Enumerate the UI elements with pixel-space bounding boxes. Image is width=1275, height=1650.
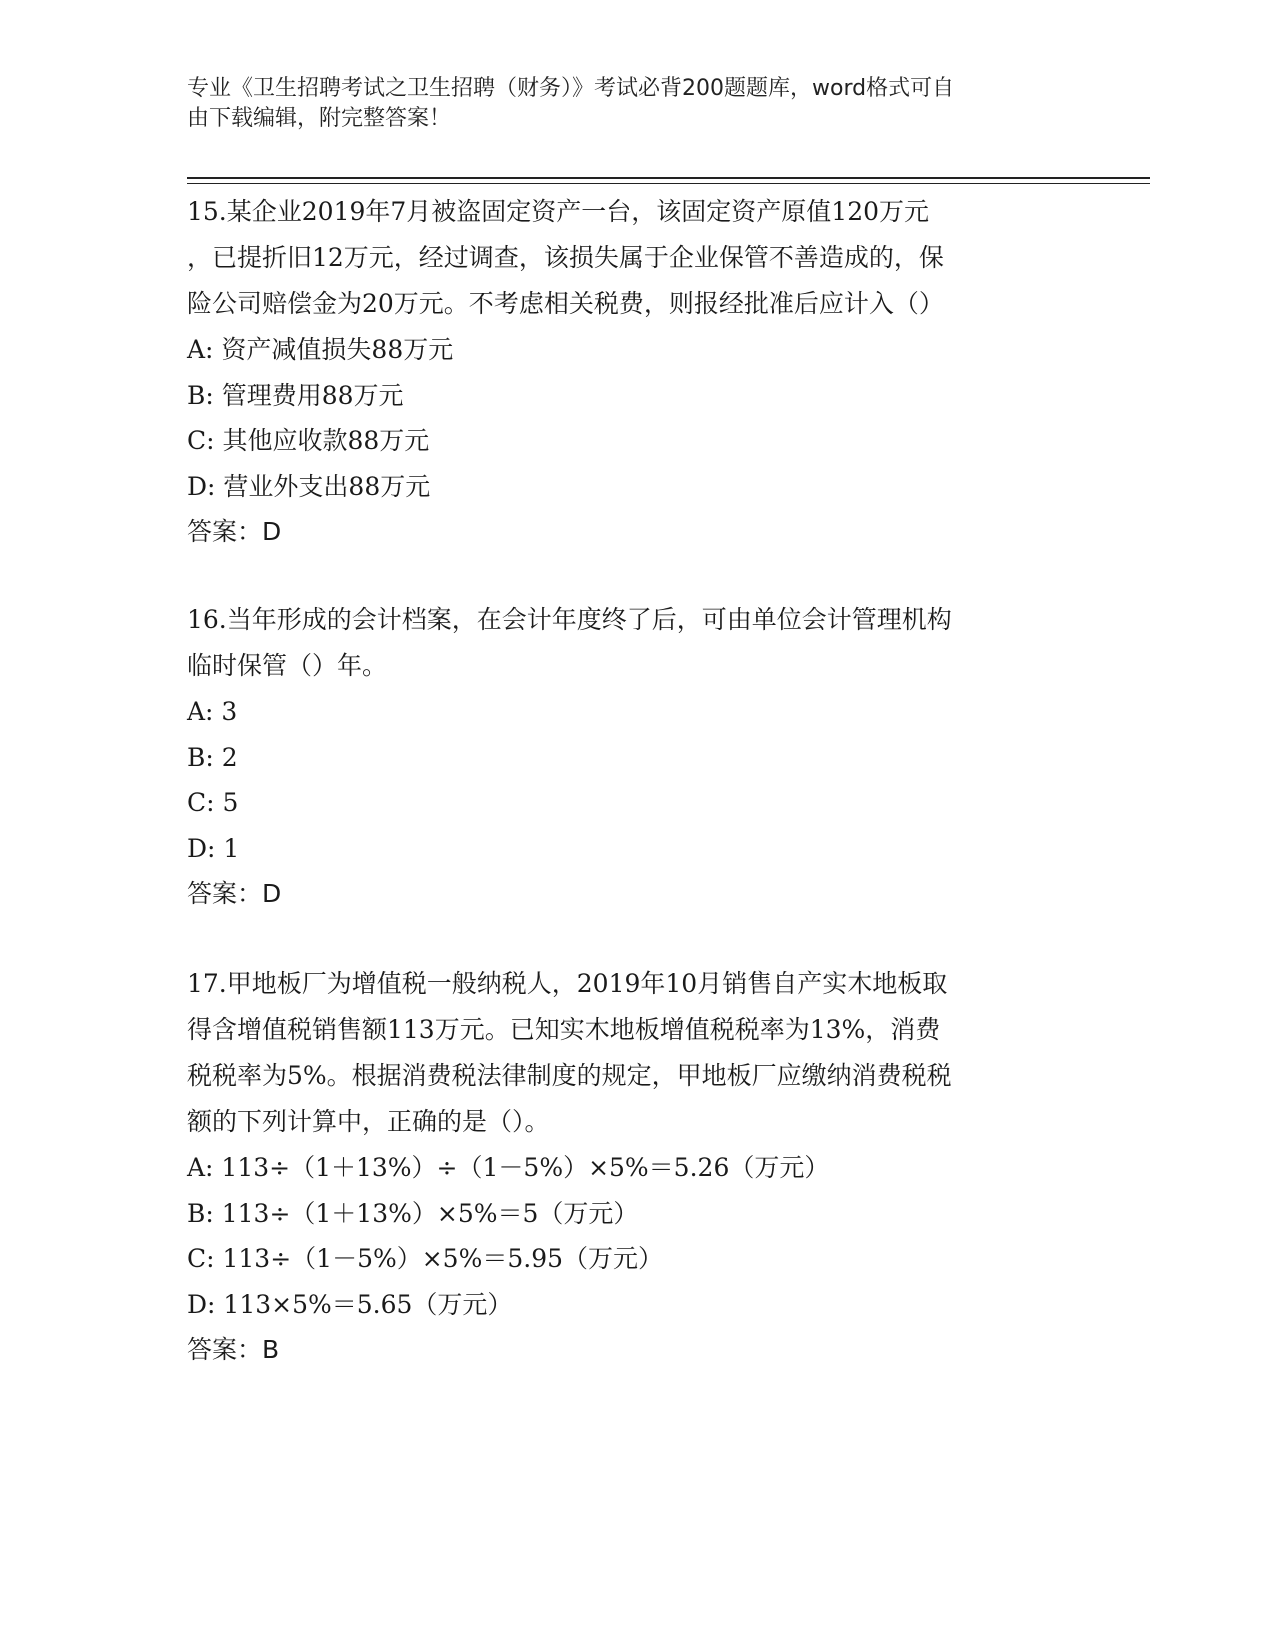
option-d: D: 1 [187,833,240,863]
answer-label: 答案：D [187,879,282,908]
question-16 [187,597,1087,917]
option-a: A: 113÷（1＋13%）÷（1－5%）×5%＝5.26（万元） [187,1153,830,1182]
question-stem-line: 17.甲地板厂为增值税一般纳税人，2019年10月销售自产实木地板取 [187,969,948,998]
option-a: A: 3 [187,697,238,726]
question-stem-line: 15.某企业2019年7月被盗固定资产一台，该固定资产原值120万元 [187,197,930,226]
answer-label: 答案：B [187,1335,280,1364]
header-divider-thick [187,177,1150,179]
question-stem-line: 16.当年形成的会计档案，在会计年度终了后，可由单位会计管理机构 [187,605,952,634]
question-stem-line: ，已提折旧12万元，经过调查，该损失属于企业保管不善造成的，保 [187,243,944,272]
question-stem-line: 险公司赔偿金为20万元。不考虑相关税费，则报经批准后应计入（） [187,289,944,318]
option-d: D: 113×5%＝5.65（万元） [187,1289,513,1319]
header-line-2: 由下载编辑，附完整答案！ [187,106,452,131]
question-stem-line: 额的下列计算中，正确的是（）。 [187,1107,550,1136]
option-c: C: 其他应收款88万元 [187,426,430,455]
question-stem-line: 得含增值税销售额113万元。已知实木地板增值税税率为13%，消费 [187,1015,941,1044]
option-d: D: 营业外支出88万元 [187,471,431,501]
question-15 [187,189,1087,555]
question-stem-line: 税税率为5%。根据消费税法律制度的规定，甲地板厂应缴纳消费税税 [187,1061,952,1090]
option-a: A: 资产减值损失88万元 [187,335,454,364]
header-divider-thin [187,183,1150,184]
question-17 [187,961,1087,1373]
option-b: B: 2 [187,742,238,772]
answer-label: 答案：D [187,517,282,546]
option-c: C: 113÷（1－5%）×5%＝5.95（万元） [187,1244,664,1273]
option-c: C: 5 [187,788,239,817]
option-b: B: 113÷（1＋13%）×5%＝5（万元） [187,1198,639,1228]
option-b: B: 管理费用88万元 [187,380,404,410]
header-line-1: 专业《卫生招聘考试之卫生招聘（财务）》考试必背200题题库，word格式可自 [187,76,955,101]
document-header [187,74,1067,134]
question-stem-line: 临时保管（）年。 [187,651,388,680]
